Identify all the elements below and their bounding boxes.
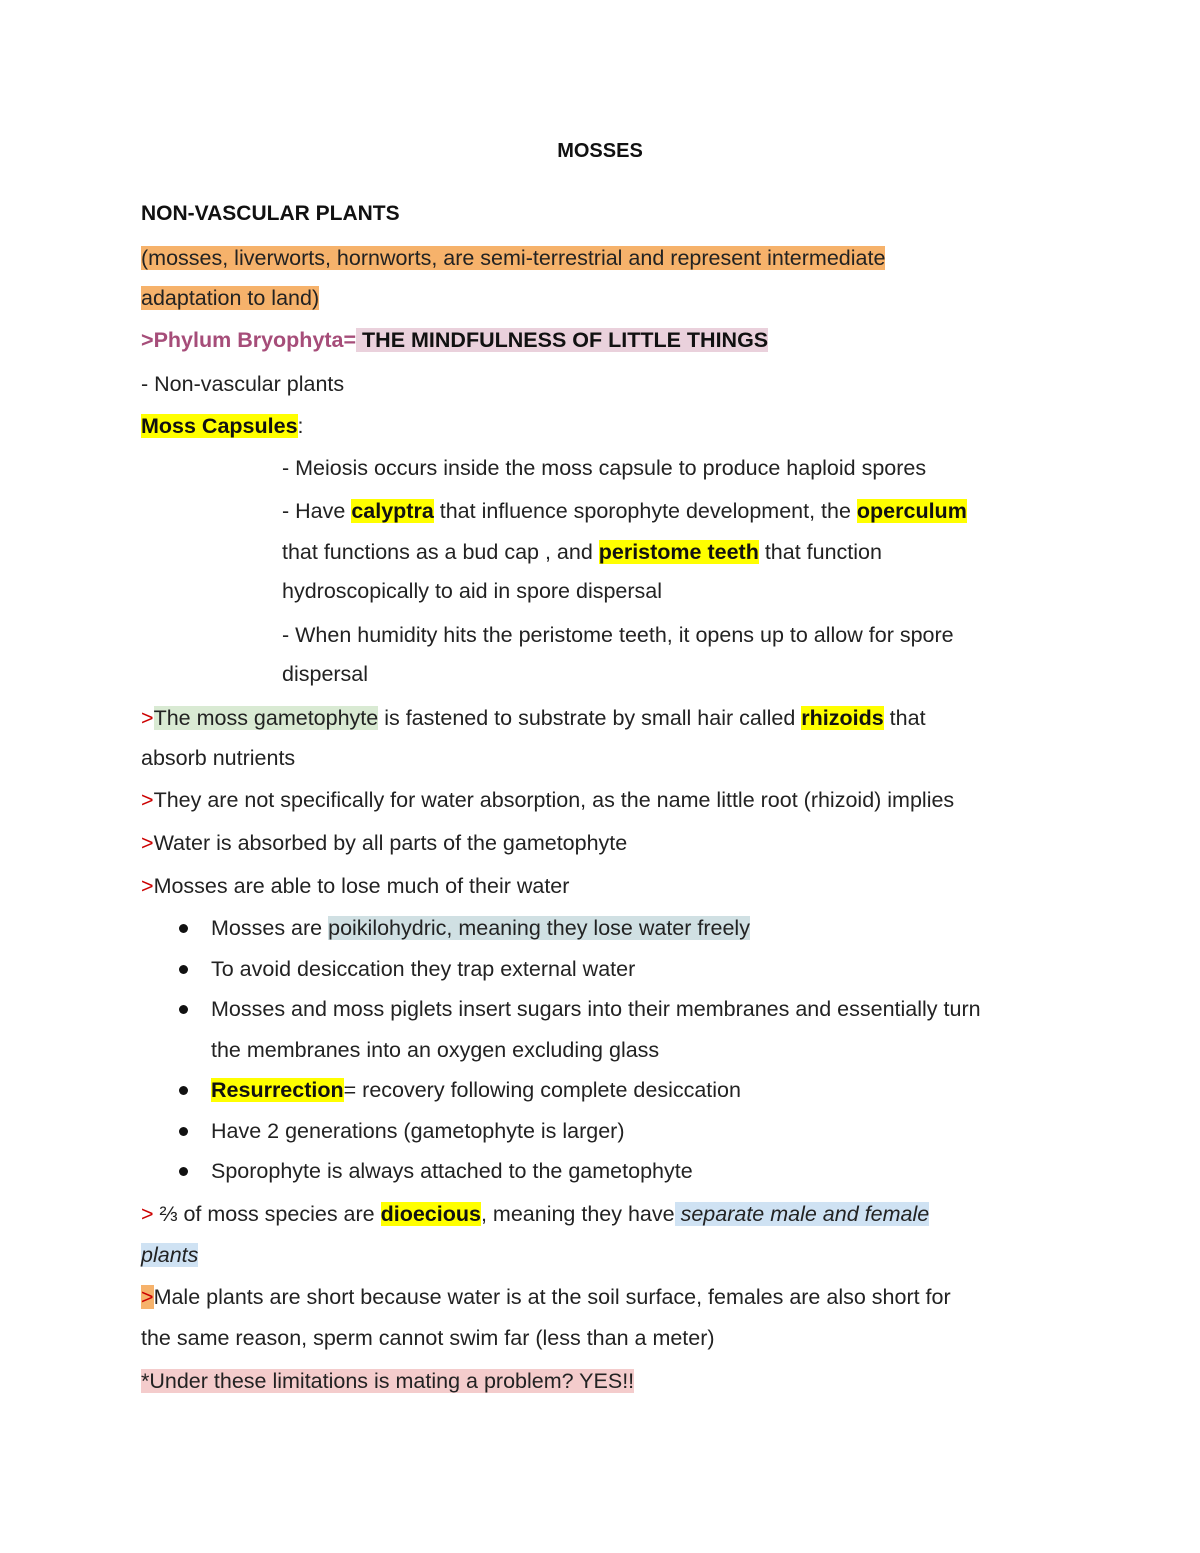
paragraph-water-prefix: > [141,831,154,855]
bullet-1-text-a: Mosses are [211,916,329,940]
male-plants-prefix: > [141,1285,154,1309]
bullet-1-highlight: poikilohydric, meaning they lose water freely [328,916,750,940]
phylum-line [141,326,768,354]
capsule-item-2-text-g: that function [758,540,882,564]
bullet-dot [179,1086,188,1095]
bullet-dot [179,1167,188,1176]
list-item: Sporophyte is always attached to the gametophyte [211,1159,693,1183]
dioecious-prefix: > [141,1202,154,1226]
gametophyte-text-b: is fastened to substrate by small hair called [378,706,802,730]
gametophyte-subject: The moss gametophyte [153,706,379,730]
capsule-item-2-line-1 [282,497,967,525]
term-dioecious: dioecious [380,1202,481,1226]
section-heading: NON-VASCULAR PLANTS [141,202,400,225]
intro-text-2: adaptation to land) [141,286,320,310]
capsule-item-2-text-e: that functions as a bud cap , and [282,540,599,564]
list-item [211,914,750,942]
dioecious-line-1 [141,1200,929,1228]
term-peristome-teeth: peristome teeth [598,540,759,564]
nonvascular-line: - Non-vascular plants [141,372,345,396]
capsules-label: Moss Capsules [141,414,298,438]
bullet-dot [179,924,188,933]
paragraph-rhizoid [141,786,954,814]
list-item: To avoid desiccation they trap external water [211,957,636,981]
bullet-dot [179,965,188,974]
paragraph-lose-water-text: Mosses are able to lose much of their water [153,874,570,898]
male-plants-line-2: the same reason, sperm cannot swim far (less than a meter) [141,1326,715,1350]
capsule-item-2-text-a: - Have [282,499,352,523]
paragraph-rhizoid-prefix: > [141,788,154,812]
paragraph-water [141,829,627,857]
intro-text-1: (mosses, liverworts, hornworts, are semi-terrestrial and represent intermediate [141,246,886,270]
phylum-label: Phylum Bryophyta= [153,328,357,352]
page-title: MOSSES [557,140,643,162]
term-calyptra: calyptra [351,499,434,523]
dioecious-line-2 [141,1241,198,1269]
dioecious-text-a: ⅔ of moss species are [153,1202,381,1226]
male-plants-text-a: Male plants are short because water is at the soil surface, females are also short for [153,1285,951,1309]
phylum-tagline: THE MINDFULNESS OF LITTLE THINGS [356,328,769,352]
term-resurrection: Resurrection [211,1078,344,1102]
intro-line-2 [141,284,319,312]
term-rhizoids: rhizoids [801,706,884,730]
bullet-4-text: = recovery following complete desiccation [343,1078,741,1102]
bullet-dot [179,1005,188,1014]
capsules-colon: : [297,414,304,438]
bullet-dot [179,1127,188,1136]
gametophyte-line-2: absorb nutrients [141,746,296,770]
list-item [211,1076,741,1104]
dioecious-highlight-cont: plants [141,1243,199,1267]
paragraph-lose-water-prefix: > [141,874,154,898]
term-operculum: operculum [856,499,967,523]
paragraph-rhizoid-text: They are not specifically for water absorption, as the name little root (rhizoid) implies [153,788,955,812]
gametophyte-text-d: that [883,706,926,730]
capsule-item-2-line-3: hydroscopically to aid in spore dispersal [282,579,663,603]
gametophyte-line-1 [141,704,926,732]
paragraph-water-text: Water is absorbed by all parts of the gametophyte [153,831,628,855]
dioecious-highlight: separate male and female [674,1202,930,1226]
dioecious-text-c: , meaning they have [480,1202,675,1226]
list-item: Mosses and moss piglets insert sugars into their membranes and essentially turn [211,997,981,1021]
question-line [141,1367,634,1395]
capsule-item-1: - Meiosis occurs inside the moss capsule to produce haploid spores [282,456,927,480]
paragraph-lose-water [141,872,569,900]
phylum-prefix: > [141,328,154,352]
capsules-heading [141,412,304,440]
capsule-item-3-line-2: dispersal [282,662,369,686]
list-item-continuation: the membranes into an oxygen excluding glass [211,1038,660,1062]
male-plants-line-1 [141,1283,951,1311]
intro-line-1 [141,244,885,272]
list-item: Have 2 generations (gametophyte is larger) [211,1119,625,1143]
gametophyte-prefix: > [141,706,154,730]
capsule-item-3-line-1: - When humidity hits the peristome teeth, it opens up to allow for spore [282,623,954,647]
capsule-item-2-text-c: that influence sporophyte development, the [433,499,857,523]
question-text: *Under these limitations is mating a problem? YES!! [141,1369,635,1393]
capsule-item-2-line-2 [282,538,882,566]
